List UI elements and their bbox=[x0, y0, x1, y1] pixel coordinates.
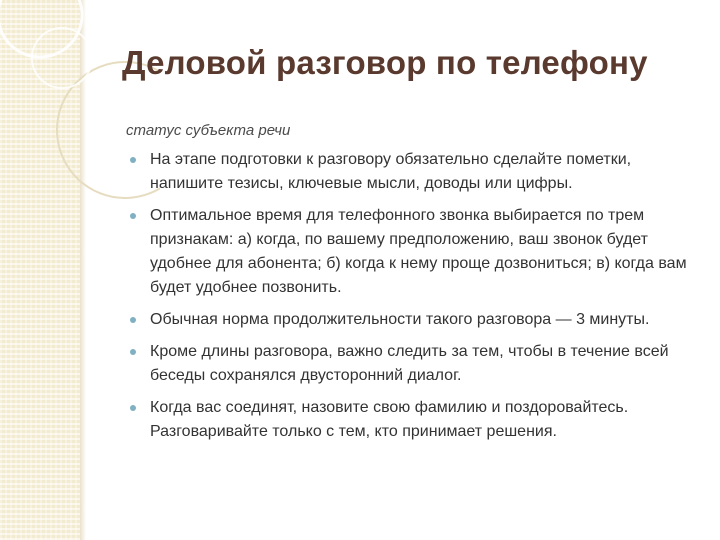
bullet-text: На этапе подготовки к разговору обязательно сделайте пометки, напишите тезисы, ключевые мысли, доводы или цифры. bbox=[150, 151, 632, 192]
bullet-item bbox=[128, 148, 688, 196]
bullet-text: Обычная норма продолжительности такого разговора — 3 минуты. bbox=[150, 311, 650, 328]
bullet-text: Кроме длины разговора, важно следить за тем, чтобы в течение всей беседы сохранялся двусторонний диалог. bbox=[150, 343, 669, 384]
bullet-dot-icon bbox=[130, 157, 136, 163]
bullet-list bbox=[128, 148, 688, 452]
bullet-text: Когда вас соединят, назовите свою фамилию и поздоровайтесь. Разговаривайте только с тем, кто принимает решения. bbox=[150, 399, 629, 440]
slide-subtitle: статус субъекта речи bbox=[126, 122, 291, 139]
bullet-dot-icon bbox=[130, 405, 136, 411]
bullet-item bbox=[128, 204, 688, 300]
bullet-item bbox=[128, 308, 688, 332]
slide-title: Деловой разговор по телефону bbox=[122, 44, 648, 81]
bullet-dot-icon bbox=[130, 213, 136, 219]
bullet-dot-icon bbox=[130, 317, 136, 323]
bullet-item bbox=[128, 340, 688, 388]
bullet-item bbox=[128, 396, 688, 444]
bullet-dot-icon bbox=[130, 349, 136, 355]
bullet-text: Оптимальное время для телефонного звонка выбирается по трем признакам: а) когда, по вашему предположению, ваш звонок будет удобнее для абонента; б) когда к нему проще дозвониться; в) когда вам будет удобнее позвонить. bbox=[150, 207, 687, 296]
